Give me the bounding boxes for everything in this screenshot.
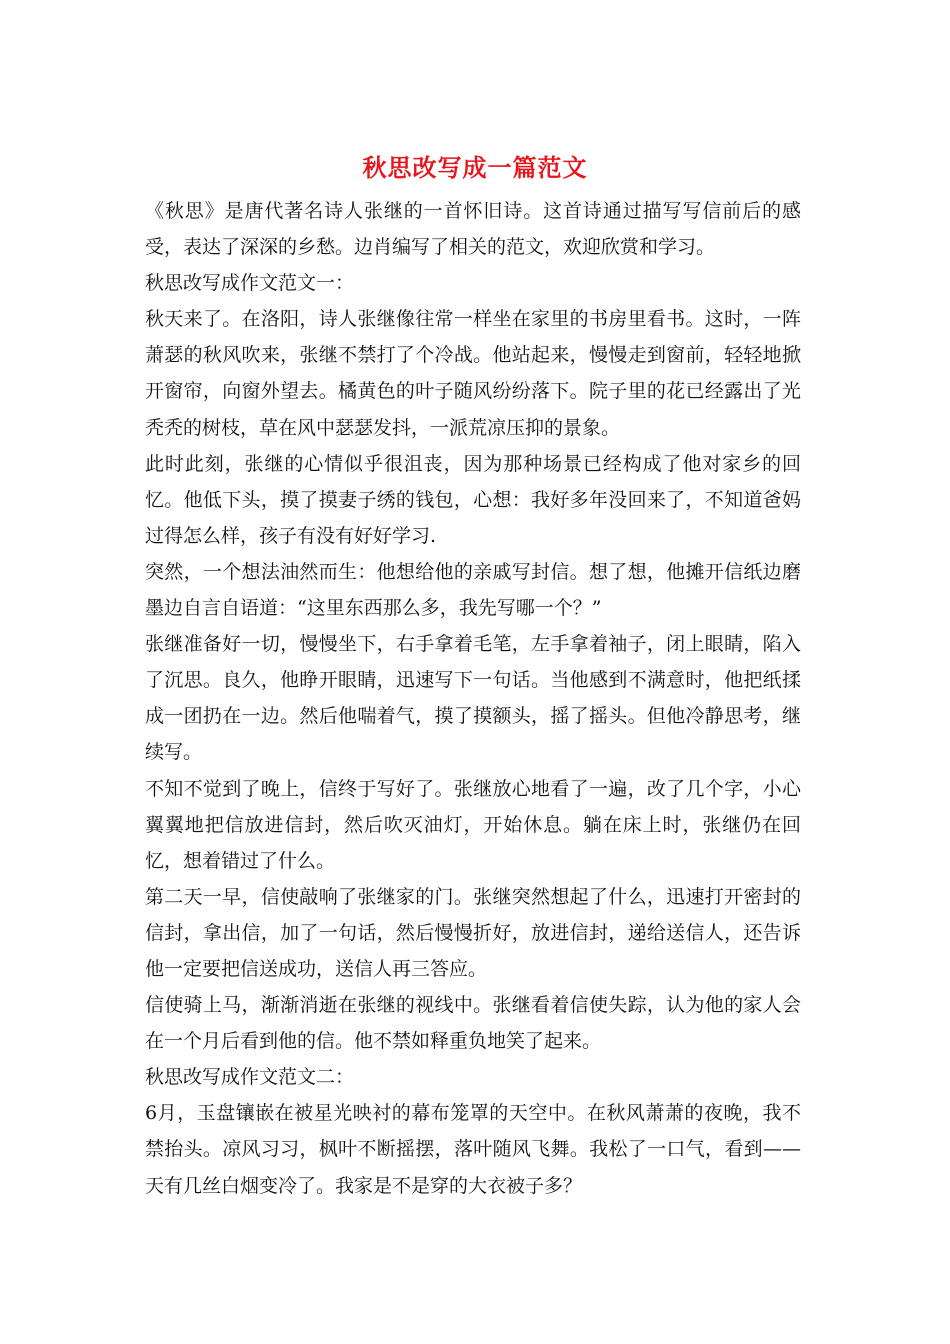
paragraph: 此时此刻，张继的心情似乎很沮丧，因为那种场景已经构成了他对家乡的回忆。他低下头，摸了摸妻子绣的钱包，心想：我好多年没回来了，不知道爸妈过得怎么样，孩子有没有好好学习.	[145, 452, 801, 547]
document-body	[145, 193, 801, 1204]
paragraph: 信使骑上马，渐渐消逝在张继的视线中。张继看着信使失踪，认为他的家人会在一个月后看到他的信。他不禁如释重负地笑了起来。	[145, 994, 801, 1053]
paragraph: 张继准备好一切，慢慢坐下，右手拿着毛笔，左手拿着袖子，闭上眼睛，陷入了沉思。良久，他睁开眼睛，迅速写下一句话。当他感到不满意时，他把纸揉成一团扔在一边。然后他喘着气，摸了摸额头，摇了摇头。但他冷静思考，继续写。	[145, 633, 801, 764]
document-title: 秋思改写成一篇范文	[362, 153, 588, 182]
paragraph: 6月，玉盘镶嵌在被星光映衬的幕布笼罩的天空中。在秋风萧萧的夜晚，我不禁抬头。凉风习习，枫叶不断摇摆，落叶随风飞舞。我松了一口气，看到——天有几丝白烟变冷了。我家是不是穿的大衣被子多？	[145, 1102, 801, 1197]
paragraph-intro: 《秋思》是唐代著名诗人张继的一首怀旧诗。这首诗通过描写写信前后的感受，表达了深深的乡愁。边肖编写了相关的范文，欢迎欣赏和学习。	[145, 200, 801, 259]
section-heading-essay-two: 秋思改写成作文范文二：	[145, 1066, 355, 1089]
paragraph: 突然，一个想法油然而生：他想给他的亲戚写封信。想了想，他摊开信纸边磨墨边自言自语道：“这里东西那么多，我先写哪一个？”	[145, 560, 801, 620]
paragraph: 不知不觉到了晚上，信终于写好了。张继放心地看了一遍，改了几个字，小心翼翼地把信放进信封，然后吹灭油灯，开始休息。躺在床上时，张继仍在回忆，想着错过了什么。	[145, 777, 801, 872]
paragraph: 第二天一早，信使敲响了张继家的门。张继突然想起了什么，迅速打开密封的信封，拿出信，加了一句话，然后慢慢折好，放进信封，递给送信人，还告诉他一定要把信送成功，送信人再三答应。	[145, 885, 801, 980]
section-heading-essay-one: 秋思改写成作文范文一：	[145, 272, 355, 295]
paragraph: 秋天来了。在洛阳，诗人张继像往常一样坐在家里的书房里看书。这时，一阵萧瑟的秋风吹来，张继不禁打了个冷战。他站起来，慢慢走到窗前，轻轻地掀开窗帘，向窗外望去。橘黄色的叶子随风纷纷落下。院子里的花已经露出了光秃秃的树枝，草在风中瑟瑟发抖，一派荒凉压抑的景象。	[145, 308, 801, 439]
